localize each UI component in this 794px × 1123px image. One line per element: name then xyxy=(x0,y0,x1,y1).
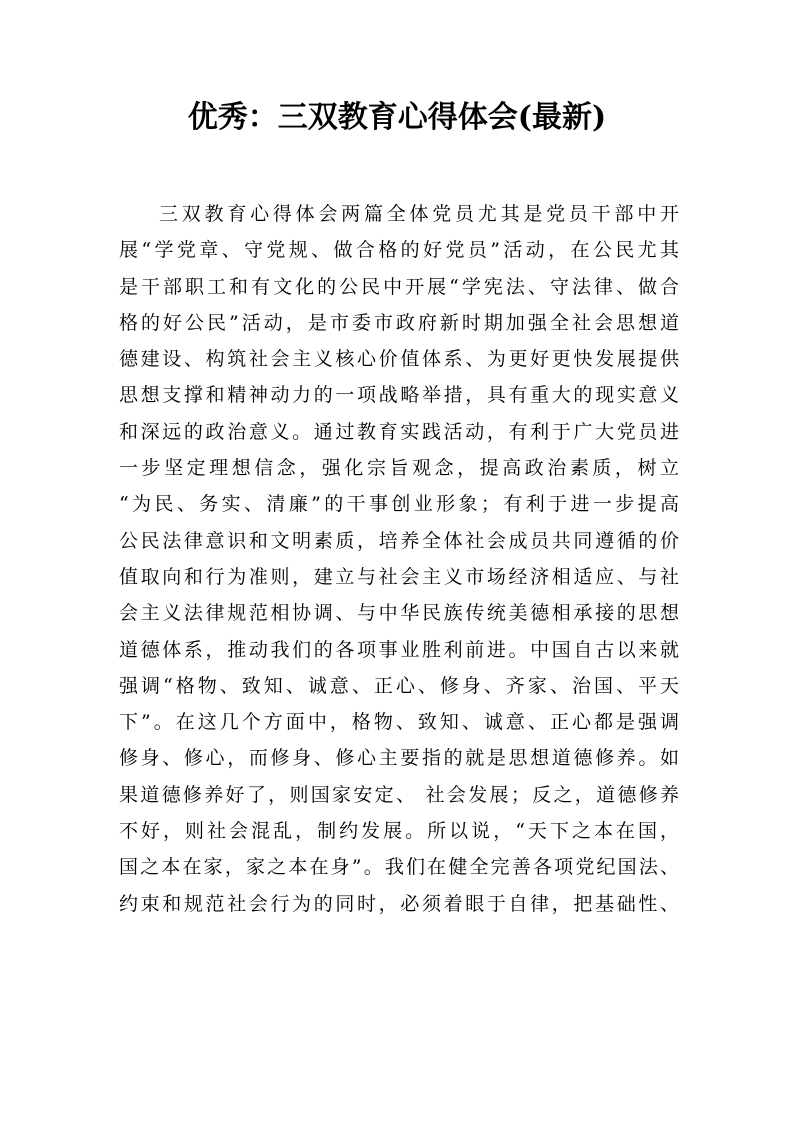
document-body xyxy=(119,196,679,922)
body-line: 国之本在家，家之本在身”。我们在健全完善各项党纪国法、 xyxy=(119,856,679,879)
body-line: 公民法律意识和文明素质，培养全体社会成员共同遵循的价 xyxy=(119,529,679,552)
body-line: 值取向和行为准则，建立与社会主义市场经济相适应、与社 xyxy=(119,565,679,588)
body-line: 三双教育心得体会两篇全体党员尤其是党员干部中开 xyxy=(159,203,679,225)
body-line: 果道德修养好了，则国家安定、 社会发展；反之，道德修养 xyxy=(119,783,679,806)
body-line: 思想支撑和精神动力的一项战略举措，具有重大的现实意义 xyxy=(119,384,679,407)
body-line: 德建设、构筑社会主义核心价值体系、为更好更快发展提供 xyxy=(119,348,679,371)
body-line: 是干部职工和有文化的公民中开展“学宪法、守法律、做合 xyxy=(119,275,679,298)
body-line: “为民、务实、清廉”的干事创业形象；有利于进一步提高 xyxy=(119,493,679,516)
document-title: 优秀：三双教育心得体会(最新) xyxy=(187,100,607,135)
body-line: 一步坚定理想信念，强化宗旨观念，提高政治素质，树立 xyxy=(119,457,679,480)
body-line: 道德体系，推动我们的各项事业胜利前进。中国自古以来就 xyxy=(119,638,679,661)
body-line: 修身、修心，而修身、修心主要指的就是思想道德修养。如 xyxy=(119,747,679,770)
body-line: 和深远的政治意义。通过教育实践活动，有利于广大党员进 xyxy=(119,420,679,443)
body-line: 强调“格物、致知、诚意、正心、修身、齐家、治国、平天 xyxy=(119,674,679,697)
body-line: 下”。在这几个方面中，格物、致知、诚意、正心都是强调 xyxy=(119,711,679,734)
body-line: 格的好公民”活动，是市委市政府新时期加强全社会思想道 xyxy=(119,311,679,334)
body-line: 展“学党章、守党规、做合格的好党员”活动，在公民尤其 xyxy=(119,239,679,262)
body-line: 约束和规范社会行为的同时，必须着眼于自律，把基础性、 xyxy=(119,892,679,915)
body-line: 会主义法律规范相协调、与中华民族传统美德相承接的思想 xyxy=(119,602,679,625)
body-line: 不好，则社会混乱，制约发展。所以说，“天下之本在国， xyxy=(119,820,679,843)
